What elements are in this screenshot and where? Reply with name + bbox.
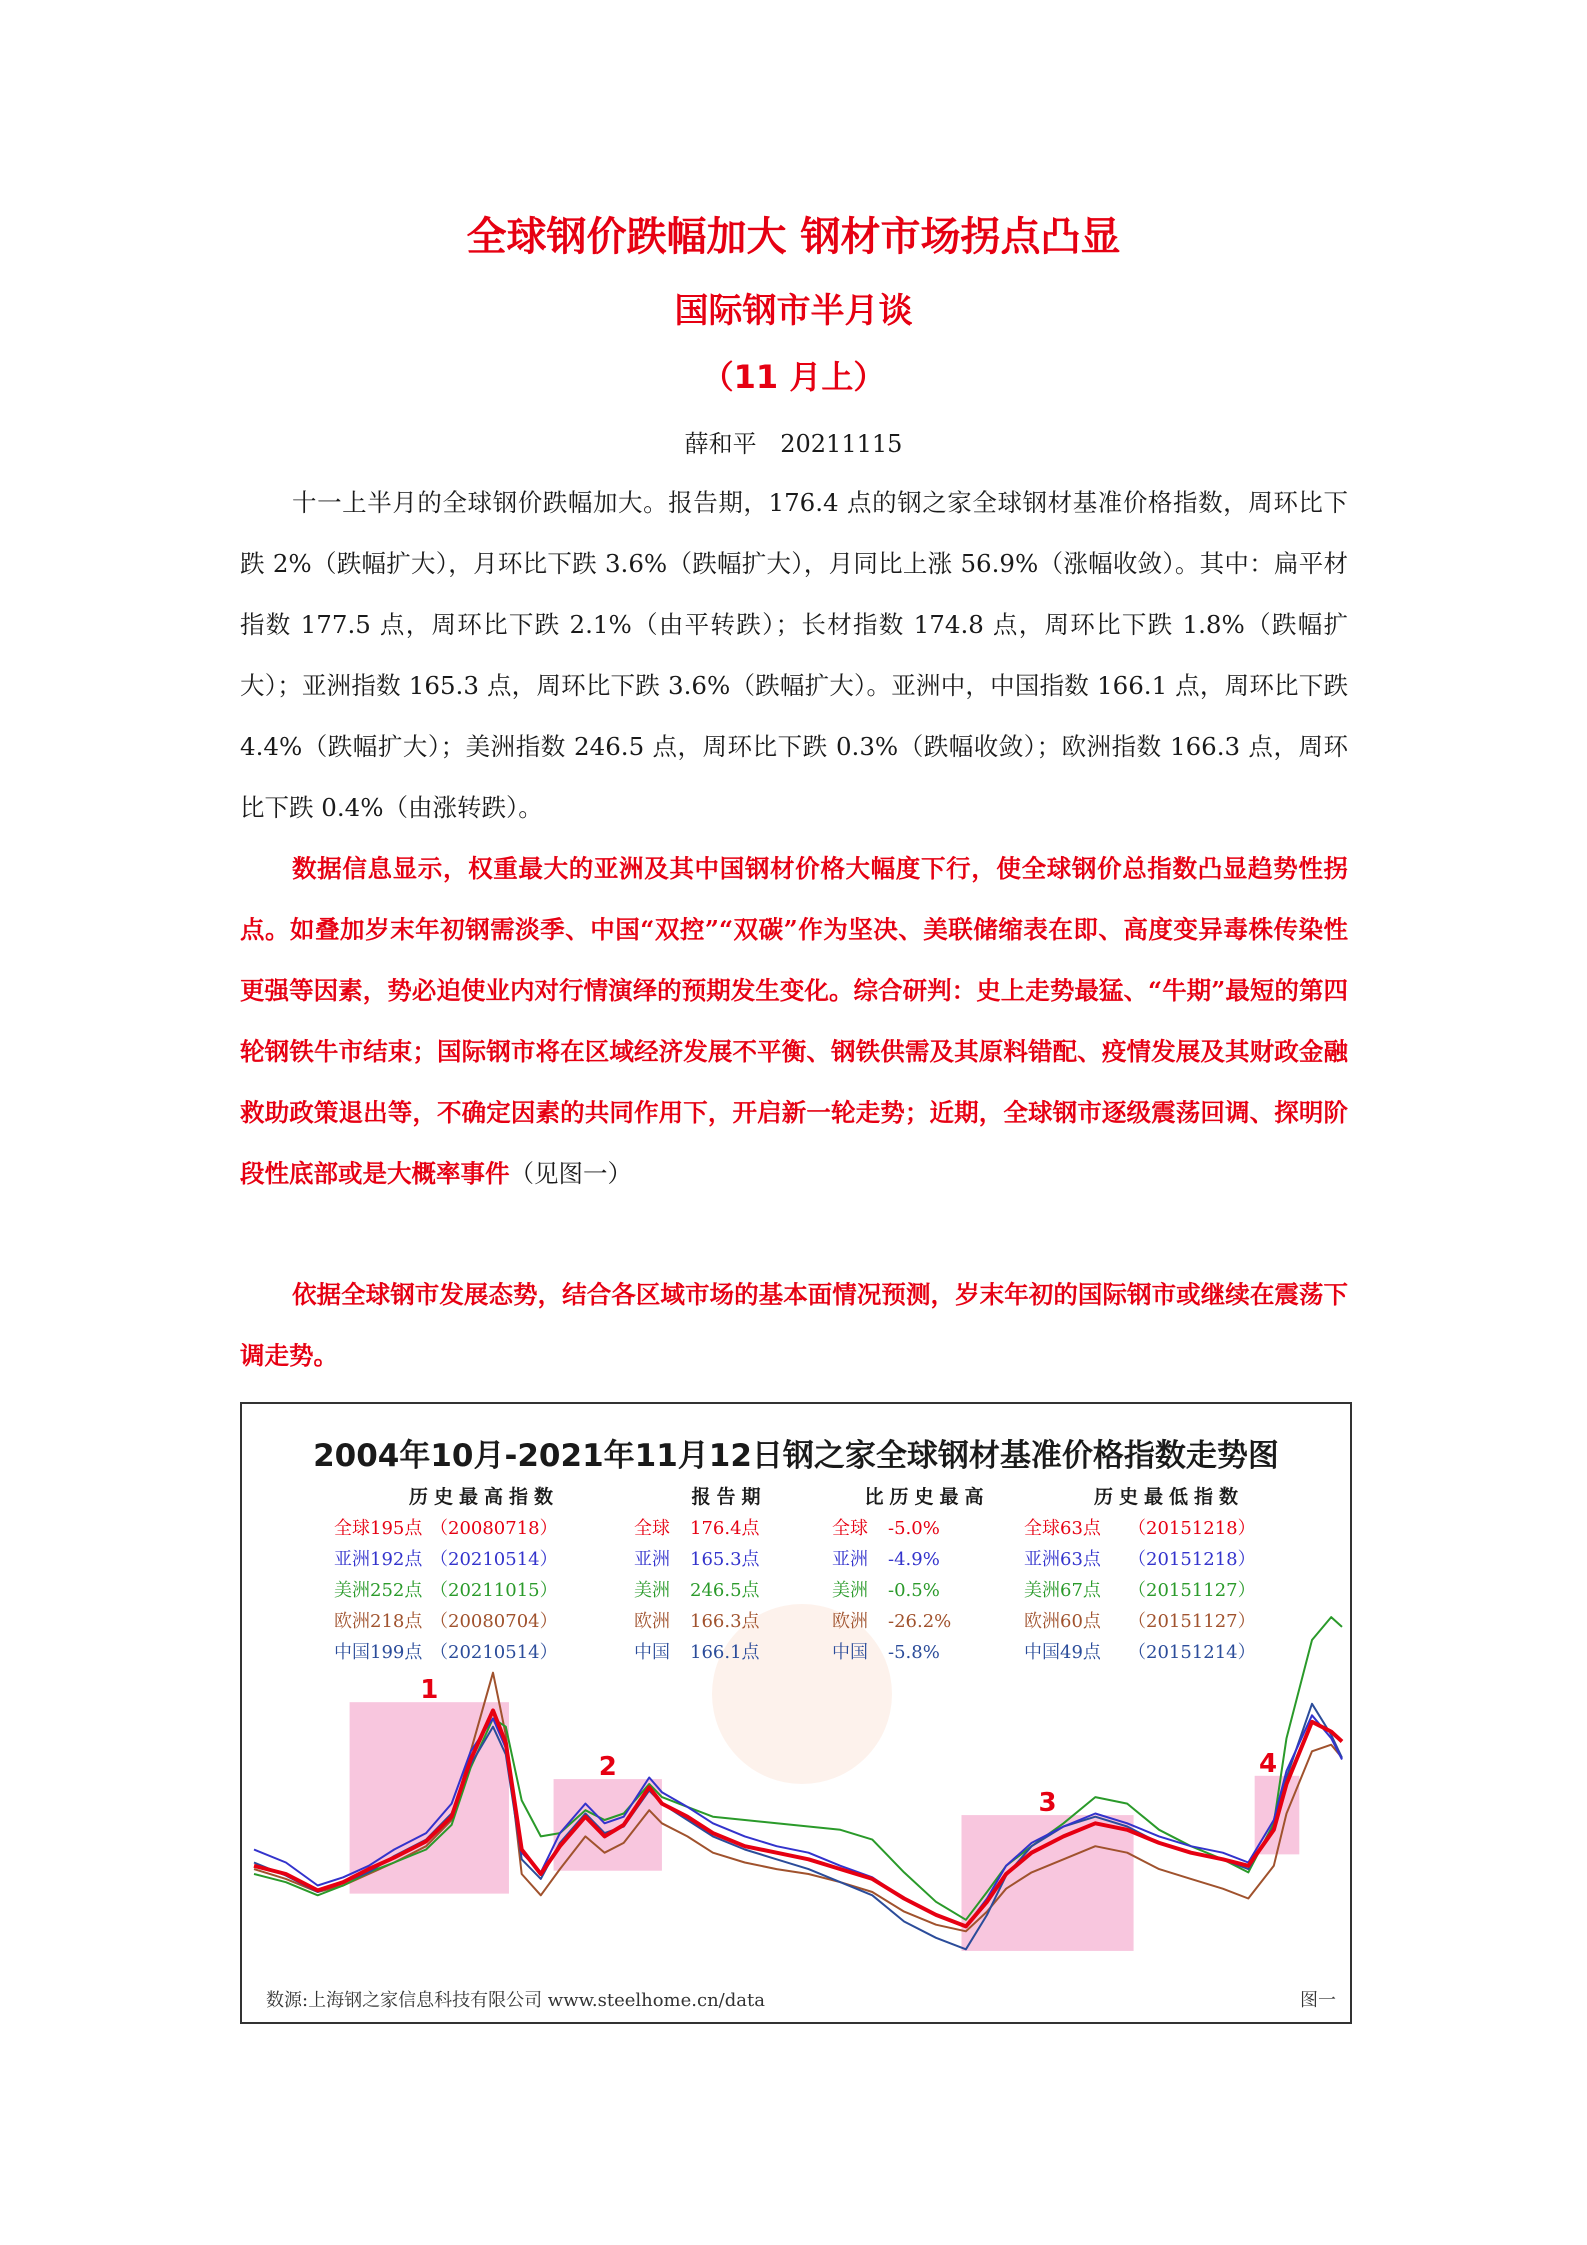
period-row [634, 1575, 824, 1606]
high-row [334, 1606, 634, 1637]
low-date: （20151127） [1128, 1611, 1256, 1632]
period-value: 166.3点 [690, 1611, 760, 1632]
paragraph-analysis-text: 数据信息显示，权重最大的亚洲及其中国钢材价格大幅度下行，使全球钢价总指数凸显趋势性拐点。如叠加岁末年初钢需淡季、中国“双控”“双碳”作为坚决、美联储缩表在即、高度变异毒株传染性更强等因素，势必迫使业内对行情演绎的预期发生变化。综合研判：史上走势最猛、“牛期”最短的第四轮钢铁牛市结束；国际钢市将在区域经济发展不平衡、钢铁供需及其原料错配、疫情发展及其财政金融救助政策退出等，不确定因素的共同作用下，开启新一轮走势；近期，全球钢市逐级震荡回调、探明阶段性底部或是大概率事件 [240, 854, 1348, 1188]
high-name: 亚洲192点 [334, 1549, 423, 1570]
figure-chart [240, 1402, 1352, 2024]
period-name: 欧洲 [634, 1611, 670, 1632]
ratio-name: 中国 [832, 1642, 868, 1663]
high-row [334, 1637, 634, 1668]
ratio-value: -4.9% [888, 1549, 940, 1570]
ratio-value: -5.8% [888, 1642, 940, 1663]
high-row [334, 1544, 634, 1575]
low-row [1024, 1513, 1314, 1544]
col-vs-high [832, 1482, 1022, 1668]
subtitle: 国际钢市半月谈 [674, 291, 913, 331]
ratio-name: 全球 [832, 1518, 868, 1539]
high-date: （20210514） [430, 1642, 558, 1663]
col-header-ratio: 比历史最高 [864, 1486, 990, 1508]
low-name: 欧洲60点 [1024, 1611, 1101, 1632]
col-header-period: 报告期 [691, 1486, 767, 1508]
high-name: 中国199点 [334, 1642, 423, 1663]
ratio-name: 美洲 [832, 1580, 868, 1601]
col-history-low [1024, 1482, 1314, 1668]
ratio-row [832, 1544, 1022, 1575]
high-date: （20080718） [430, 1518, 558, 1539]
high-name: 欧洲218点 [334, 1611, 423, 1632]
cycle-label-2: 2 [598, 1752, 617, 1783]
ratio-value: -5.0% [888, 1518, 940, 1539]
byline [0, 424, 1587, 459]
report-date: 20211115 [780, 430, 903, 458]
period-row [634, 1544, 824, 1575]
high-date: （20210514） [430, 1549, 558, 1570]
figure-number: 图一 [1300, 1990, 1336, 2011]
low-row [1024, 1606, 1314, 1637]
author: 薛和平 [684, 430, 757, 458]
period-name: 美洲 [634, 1580, 670, 1601]
ratio-row [832, 1575, 1022, 1606]
period-value: 176.4点 [690, 1518, 760, 1539]
col-header-high: 历史最高指数 [408, 1486, 559, 1508]
col-header-low: 历史最低指数 [1093, 1486, 1244, 1508]
period-value: 166.1点 [690, 1642, 760, 1663]
chart-title: 2004年10月-2021年11月12日钢之家全球钢材基准价格指数走势图 [313, 1438, 1279, 1474]
paragraph-forecast: 依据全球钢市发展态势，结合各区域市场的基本面情况预测，岁末年初的国际钢市或继续在震荡下调走势。 [240, 1280, 1348, 1370]
period-name: 全球 [634, 1518, 670, 1539]
period-name: 中国 [634, 1642, 670, 1663]
high-row [334, 1575, 634, 1606]
low-name: 美洲67点 [1024, 1580, 1101, 1601]
figure-reference: （见图一） [509, 1159, 632, 1188]
period-row [634, 1513, 824, 1544]
high-name: 全球195点 [334, 1518, 423, 1539]
low-date: （20151218） [1128, 1549, 1256, 1570]
period-label: （11 月上） [701, 358, 886, 396]
period-row [634, 1637, 824, 1668]
ratio-name: 欧洲 [832, 1611, 868, 1632]
ratio-row [832, 1606, 1022, 1637]
cycle-label-4: 4 [1259, 1748, 1278, 1779]
high-date: （20211015） [430, 1580, 558, 1601]
cycle-label-3: 3 [1038, 1788, 1057, 1819]
low-name: 中国49点 [1024, 1642, 1101, 1663]
ratio-value: -26.2% [888, 1611, 952, 1632]
low-name: 全球63点 [1024, 1518, 1101, 1539]
low-date: （20151218） [1128, 1518, 1256, 1539]
col-history-high [334, 1482, 634, 1668]
low-row [1024, 1575, 1314, 1606]
data-source: 数源:上海钢之家信息科技有限公司 www.steelhome.cn/data [266, 1990, 765, 2011]
ratio-name: 亚洲 [832, 1549, 868, 1570]
high-date: （20080704） [430, 1611, 558, 1632]
cycle-label-1: 1 [420, 1675, 439, 1706]
low-date: （20151214） [1128, 1642, 1256, 1663]
paragraph-analysis [240, 838, 1348, 1204]
period-row [634, 1606, 824, 1637]
low-row [1024, 1544, 1314, 1575]
ratio-row [832, 1637, 1022, 1668]
paragraph-summary: 十一上半月的全球钢价跌幅加大。报告期，176.4 点的钢之家全球钢材基准价格指数，周环比下跌 2%（跌幅扩大），月环比下跌 3.6%（跌幅扩大），月同比上涨 56.9%（涨幅收敛）。其中：扁平材指数 177.5 点，周环比下跌 2.1%（由平转跌）；长材指数 174.8 点，周环比下跌 1.8%（跌幅扩大）；亚洲指数 165.3 点，周环比下跌 3.6%（跌幅扩大）。亚洲中，中国指数 166.1 点，周环比下跌 4.4%（跌幅扩大）；美洲指数 246.5 点，周环比下跌 0.3%（跌幅收敛）；欧洲指数 166.3 点，周环比下跌 0.4%（由涨转跌）。 [240, 488, 1348, 822]
high-row [334, 1513, 634, 1544]
low-row [1024, 1637, 1314, 1668]
low-name: 亚洲63点 [1024, 1549, 1101, 1570]
ratio-value: -0.5% [888, 1580, 940, 1601]
main-title: 全球钢价跌幅加大 钢材市场拐点凸显 [466, 214, 1121, 260]
period-value: 246.5点 [690, 1580, 760, 1601]
period-value: 165.3点 [690, 1549, 760, 1570]
ratio-row [832, 1513, 1022, 1544]
high-name: 美洲252点 [334, 1580, 423, 1601]
low-date: （20151127） [1128, 1580, 1256, 1601]
period-name: 亚洲 [634, 1549, 670, 1570]
col-report-period [634, 1482, 824, 1668]
